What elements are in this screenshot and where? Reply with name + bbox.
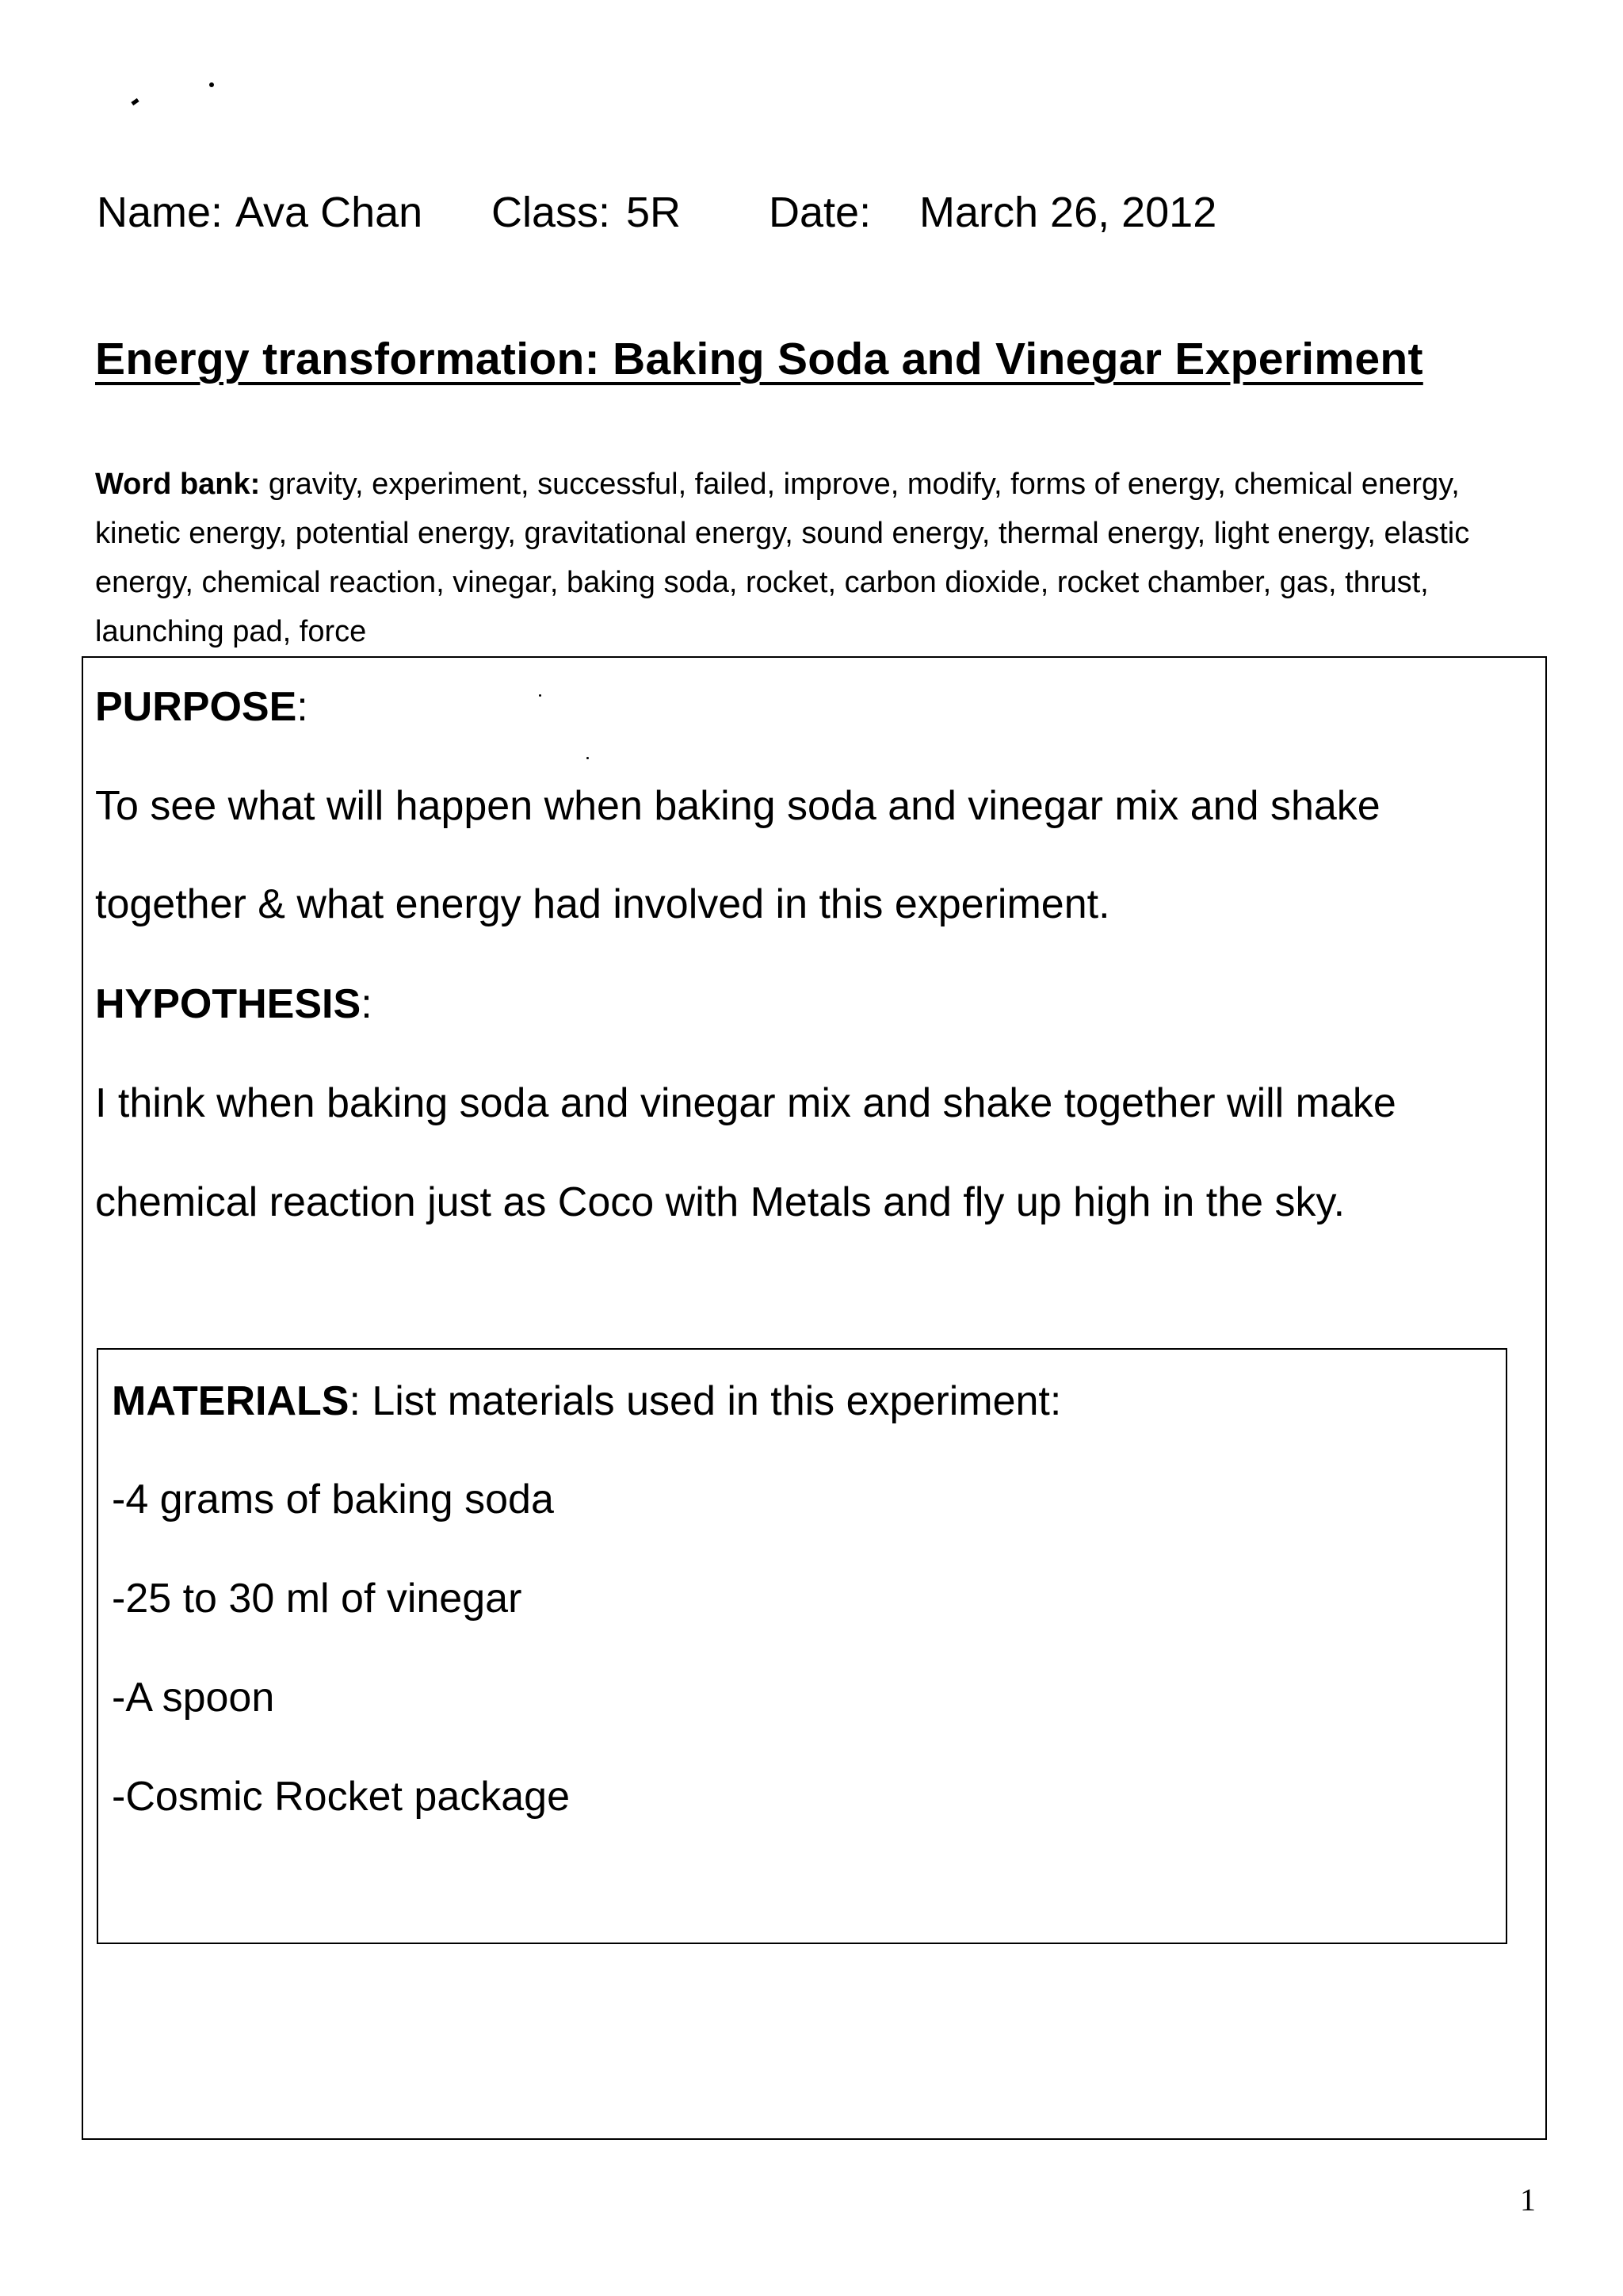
purpose-colon: : (296, 684, 308, 730)
word-bank-terms: gravity, experiment, successful, failed, improve, modify, forms of energy, chemical energy, kinetic energy, potential energy, gravitational energy, sound energy, thermal energy, light energy, elastic energy, chemical reaction, vinegar, baking soda, rocket, carbon dioxide, rocket chamber, gas, thrust, launching pad, force (95, 468, 1470, 648)
purpose-line-2: together & what energy had involved in this experiment. (95, 881, 1110, 927)
hypothesis-heading (95, 980, 372, 1028)
scan-speck (209, 82, 214, 87)
page-number: 1 (1520, 2182, 1536, 2218)
name-label: Name: (97, 189, 223, 236)
hypothesis-heading-text: HYPOTHESIS (95, 981, 361, 1027)
student-name: Ava Chan (235, 189, 423, 236)
materials-box (97, 1348, 1507, 1944)
purpose-line-1: To see what will happen when baking soda and vinegar mix and shake (95, 783, 1381, 829)
date-label: Date: (769, 189, 872, 236)
materials-heading-text: MATERIALS (112, 1378, 349, 1424)
material-item: -25 to 30 ml of vinegar (112, 1576, 522, 1622)
class-value: 5R (626, 189, 682, 236)
purpose-heading (95, 683, 308, 731)
scan-speck (131, 98, 139, 105)
material-item: -A spoon (112, 1675, 275, 1721)
date-value: March 26, 2012 (919, 189, 1217, 236)
material-item: -4 grams of baking soda (112, 1477, 554, 1522)
purpose-heading-text: PURPOSE (95, 684, 297, 730)
hypothesis-colon: : (361, 981, 372, 1027)
materials-prompt: : List materials used in this experiment: (349, 1378, 1062, 1424)
worksheet-title: Energy transformation: Baking Soda and Vinegar Experiment (95, 334, 1423, 384)
hypothesis-line-1: I think when baking soda and vinegar mix and shake together will make (95, 1080, 1396, 1126)
word-bank-label: Word bank: (95, 468, 261, 501)
material-item: -Cosmic Rocket package (112, 1774, 570, 1820)
materials-heading (112, 1377, 1061, 1425)
hypothesis-line-2: chemical reaction just as Coco with Metals and fly up high in the sky. (95, 1179, 1346, 1225)
class-label: Class: (491, 189, 611, 236)
word-bank (95, 460, 1506, 656)
